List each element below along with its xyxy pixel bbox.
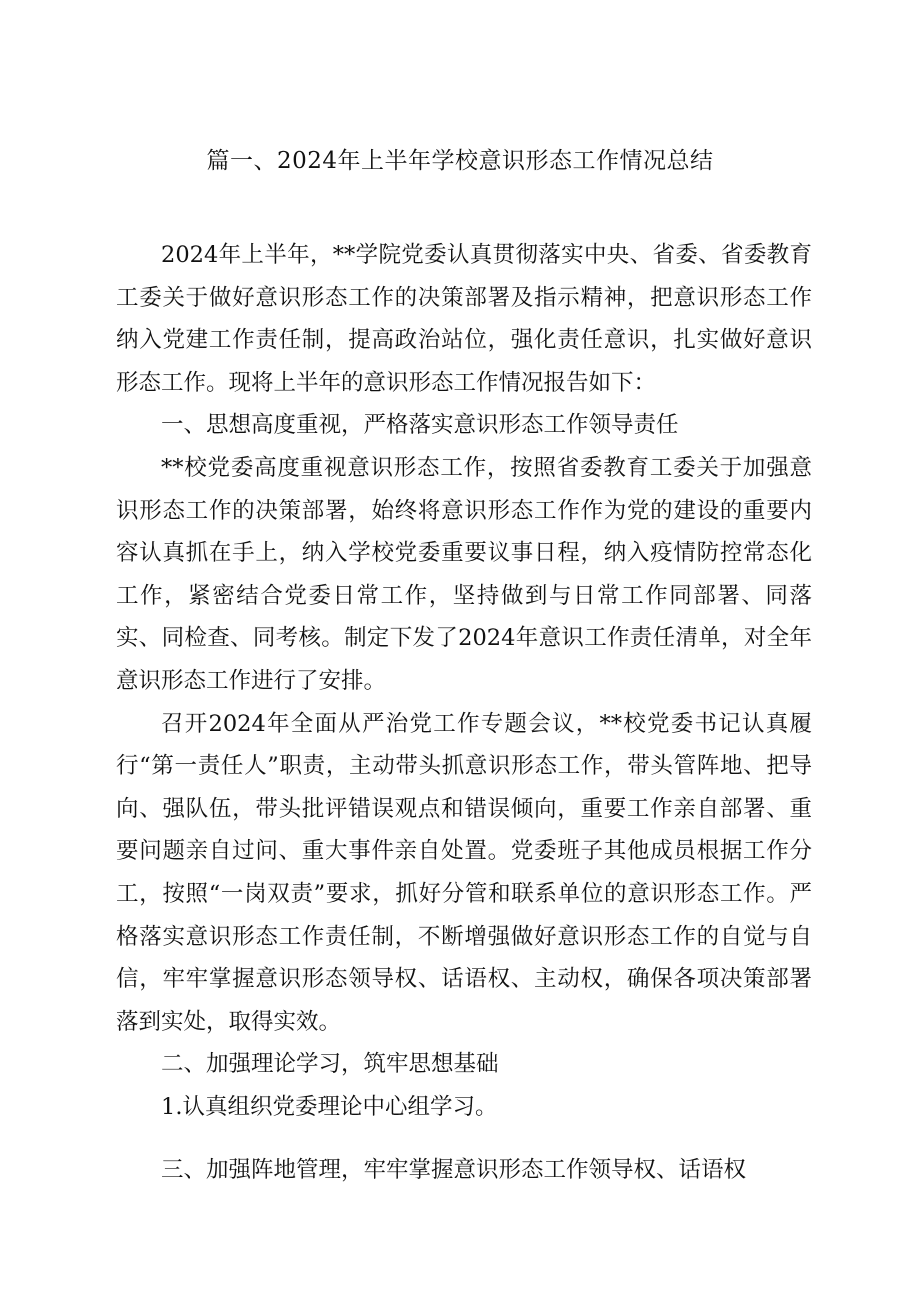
document-title: 篇一、2024年上半年学校意识形态工作情况总结 — [206, 148, 714, 174]
body-paragraph-1: **校党委高度重视意识形态工作，按照省委教育工委关于加强意识形态工作的决策部署，始终将意识形态工作作为党的建设的重要内容认真抓在手上，纳入学校党委重要议事日程，纳入疫情防控常态化工作，紧密结合党委日常工作，坚持做到与日常工作同部署、同落实、同检查、同考核。制定下发了2024年意识工作责任清单，对全年意识形态工作进行了安排。 — [116, 454, 812, 694]
body-paragraph-2: 召开2024年全面从严治党工作专题会议，**校党委书记认真履行“第一责任人”职责，主动带头抓意识形态工作，带头管阵地、把导向、强队伍，带头批评错误观点和错误倾向，重要工作亲自部署、重要问题亲自过问、重大事件亲自处置。党委班子其他成员根据工作分工，按照“一岗双责”要求，抓好分管和联系单位的意识形态工作。严格落实意识形态工作责任制，不断增强做好意识形态工作的自觉与自信，牢牢掌握意识形态领导权、话语权、主动权，确保各项决策部署落到实处，取得实效。 — [116, 710, 812, 1035]
intro-paragraph: 2024年上半年，**学院党委认真贯彻落实中央、省委、省委教育工委关于做好意识形态工作的决策部署及指示精神，把意识形态工作纳入党建工作责任制，提高政治站位，强化责任意识，扎实做好意识形态工作。现将上半年的意识形态工作情况报告如下： — [116, 242, 812, 396]
subsection-heading-1: 1.认真组织党委理论中心组学习。 — [161, 1093, 498, 1120]
paragraph-gap — [116, 1128, 812, 1149]
section-heading-1: 一、思想高度重视，严格落实意识形态工作领导责任 — [161, 412, 679, 439]
section-heading-2: 二、加强理论学习，筑牢思想基础 — [161, 1051, 499, 1078]
section-heading-3: 三、加强阵地管理，牢牢掌握意识形态工作领导权、话语权 — [161, 1157, 747, 1184]
document-body — [116, 234, 812, 1192]
